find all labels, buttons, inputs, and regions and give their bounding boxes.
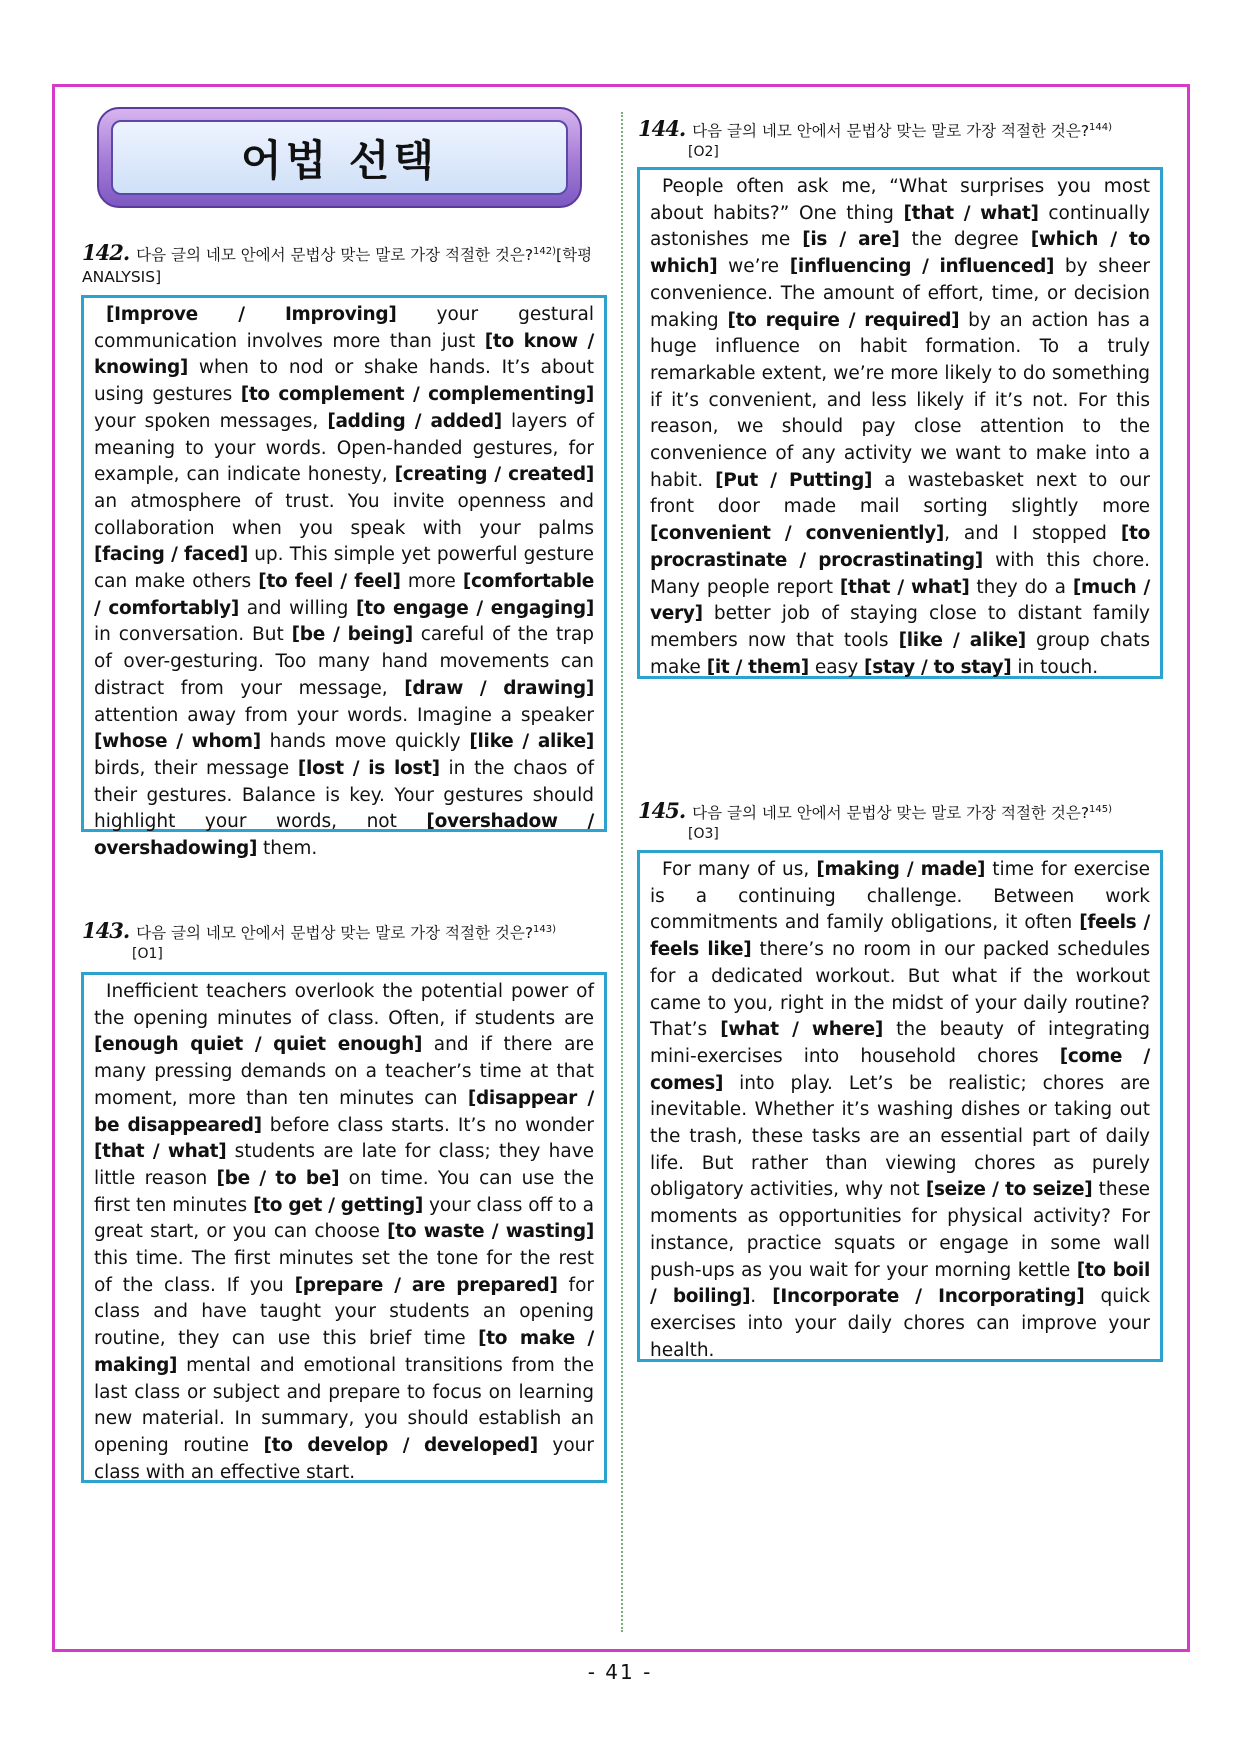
grammar-choice: [to complement / complementing] [240,384,595,406]
grammar-choice: [convenient / conveniently] [650,523,945,545]
passage-segment: these moments as opportunities for physical activity? For instance, practice squats or engage in some wall push-ups as you wait for your morning kettle [650,1179,1151,1281]
question-number: 145. [638,798,686,823]
question-source: [O3] [688,826,719,842]
passage-segment: Inefficient teachers overlook the potential power of the opening minutes of class. Often, if students are [94,981,594,1029]
passage-text [94,302,594,863]
grammar-choice: [to require / required] [727,309,960,331]
grammar-choice: [adding / added] [327,410,502,432]
question-number: 143. [82,918,130,943]
grammar-choice: [is / are] [802,229,900,251]
passage-text [650,857,1150,1364]
passage-segment: there’s no room in our packed schedules for a dedicated workout. But what if the workout came to you, right in the midst of your daily routine? That’s [650,939,1150,1041]
passage-segment: more [400,571,463,593]
footnote-marker: 145) [1089,803,1113,815]
grammar-choice: [facing / faced] [94,544,248,566]
passage-segment: your gestural communication involves more than just [94,304,594,352]
passage-segment: careful of the trap of over-gesturing. Too many hand movements can distract from your message, [94,624,594,699]
passage-segment: for class and have taught your students an opening routine, they can use this brief time [94,1274,594,1350]
page-number: - 41 - [587,1660,653,1684]
passage-text [650,174,1150,681]
passage-segment: your class off to a great start, or you can choose [94,1194,594,1243]
question-prompt: 다음 글의 네모 안에서 문법상 맞는 말로 가장 적절한 것은? [136,246,534,264]
passage-segment: they do a [969,576,1073,598]
passage-segment: into play. Let’s be realistic; chores are inevitable. Whether it’s washing dishes or taking out the trash, these tasks are an essential part of daily life. But rather than viewing chores as purely obligatory activities, why not [650,1072,1150,1201]
passage-segment: For many of us, [662,859,817,880]
grammar-choice: [Improve / Improving] [106,304,397,325]
passage-segment: a wastebasket next to our front door made mail sorting slightly more [650,469,1150,518]
passage-segment: in the chaos of their gestures. Balance is key. Your gestures should highlight your words, not [94,757,594,833]
footnote-marker: 143) [533,923,557,935]
grammar-choice: [to waste / wasting] [387,1221,594,1243]
passage-segment: them. [257,838,318,860]
grammar-choice: [to procrastinate / procrastinating] [650,523,1150,571]
grammar-choice: [that / what] [94,1141,227,1163]
column-divider [621,112,623,1632]
question-prompt: 다음 글의 네모 안에서 문법상 맞는 말로 가장 적절한 것은? [136,924,534,942]
passage-segment: quick exercises into your daily chores can improve your health. [650,1286,1151,1361]
passage-segment: the beauty of integrating mini-exercises into household chores [650,1019,1151,1067]
grammar-choice: [which / to which] [650,229,1151,278]
grammar-choice: [to develop / developed] [263,1434,538,1456]
question-142-passage [81,295,607,860]
passage-segment: group chats make [650,629,1151,678]
question-source: [학평 ANALYSIS] [82,246,593,286]
passage-segment: we’re [717,256,790,278]
grammar-choice: [overshadow / overshadowing] [94,811,594,860]
grammar-choice: [seize / to seize] [925,1179,1093,1201]
grammar-choice: [feels / feels like] [650,912,1151,961]
grammar-choice: [Incorporate / Incorporating] [772,1286,1085,1308]
grammar-choice: [come / comes] [650,1045,1150,1094]
grammar-choice: [what / where] [720,1019,884,1041]
footnote-marker: 144) [1089,121,1113,133]
passage-segment: , and I stopped [944,523,1121,545]
question-number: 144. [638,116,686,141]
grammar-choice: [draw / drawing] [404,677,594,699]
grammar-choice: [disappear / be disappeared] [94,1087,594,1136]
passage-segment: and willing [239,597,357,619]
question-number: 142. [82,240,130,265]
grammar-choice: [prepare / are prepared] [294,1274,558,1296]
question-source: [O2] [688,144,719,160]
passage-segment: time for exercise is a continuing challenge. Between work commitments and family obligations, it often [650,859,1150,934]
grammar-choice: [that / what] [903,202,1039,224]
passage-text [94,979,594,1486]
passage-segment: in touch. [1011,656,1099,678]
passage-segment: mental and emotional transitions from the last class or subject and prepare to focus on learning new material. In summary, you should establish an opening routine [94,1354,594,1456]
passage-segment: before class starts. It’s no wonder [261,1114,594,1136]
grammar-choice: [comfortable / comfortably] [94,571,595,619]
section-title-inner [111,120,568,195]
grammar-choice: [be / to be] [216,1167,340,1189]
grammar-choice: [to get / getting] [253,1194,424,1216]
grammar-choice: [making / made] [816,859,986,880]
grammar-choice: [lost / is lost] [297,757,440,779]
grammar-choice: [to boil / boiling] [650,1259,1150,1308]
question-144-passage [637,167,1163,679]
section-title-badge [97,107,582,208]
passage-segment: People often ask me, “What surprises you most about habits?” One thing [650,176,1150,224]
grammar-choice: [stay / to stay] [864,656,1012,678]
question-143-header [82,920,612,964]
grammar-choice: [much / very] [650,576,1150,625]
passage-segment: attention away from your words. Imagine a speaker [94,704,594,726]
question-145-passage [637,850,1163,1362]
grammar-choice: [to engage / engaging] [356,597,594,619]
passage-segment: continually astonishes me [650,202,1150,251]
grammar-choice: [Put / Putting] [715,469,873,491]
passage-segment: students are late for class; they have little reason [94,1141,594,1189]
question-145-header [638,800,1178,844]
question-prompt: 다음 글의 네모 안에서 문법상 맞는 말로 가장 적절한 것은? [692,122,1090,140]
question-source: [O1] [132,946,163,962]
question-143-passage [81,972,607,1483]
grammar-choice: [to know / knowing] [94,330,594,379]
passage-segment: the degree [899,229,1031,251]
grammar-choice: [it / them] [706,656,809,678]
passage-segment: an atmosphere of trust. You invite openness and collaboration when you speak with your palms [94,490,594,539]
passage-segment: when to nod or shake hands. It’s about using gestures [94,357,594,406]
footnote-marker: 142) [533,245,557,257]
question-142-header [82,242,612,288]
passage-segment: in conversation. But [94,624,292,646]
passage-segment: and if there are many pressing demands on a teacher’s time at that moment, more than ten minutes can [94,1034,595,1109]
grammar-choice: [enough quiet / quiet enough] [94,1034,423,1056]
passage-segment: on time. You can use the first ten minutes [94,1167,595,1216]
passage-segment: birds, their message [94,757,298,779]
passage-segment: . [750,1286,773,1308]
passage-segment: by sheer convenience. The amount of effort, time, or decision making [650,256,1150,331]
grammar-choice: [creating / created] [394,464,594,486]
grammar-choice: [be / being] [291,624,413,646]
passage-segment: with this chore. Many people report [650,549,1151,598]
grammar-choice: [to make / making] [94,1328,594,1376]
grammar-choice: [like / alike] [469,731,594,753]
passage-segment: by an action has a huge influence on habit formation. To a truly remarkable extent, we’re more likely to do something if it’s convenient, and less likely if it’s not. For this reason, we should pay close attention to the convenience of any activity we want to make into a habit. [650,309,1151,491]
passage-segment: better job of staying close to distant family members now that tools [650,603,1150,651]
passage-segment: easy [808,656,865,678]
grammar-choice: [like / alike] [898,629,1026,651]
passage-segment: this time. The first minutes set the tone for the rest of the class. If you [94,1248,594,1296]
passage-segment: hands move quickly [260,731,470,753]
passage-segment: layers of meaning to your words. Open-handed gestures, for example, can indicate honesty, [94,410,594,486]
passage-segment: up. This simple yet powerful gesture can make others [94,544,595,593]
passage-segment: your class with an effective start. [94,1434,595,1483]
grammar-choice: [whose / whom] [94,731,261,753]
passage-segment: your spoken messages, [94,410,328,432]
grammar-choice: [that / what] [839,576,970,598]
grammar-choice: [influencing / influenced] [789,256,1055,278]
section-title: 어법 선택 [241,135,438,185]
grammar-choice: [to feel / feel] [258,571,401,593]
question-144-header [638,118,1178,162]
question-prompt: 다음 글의 네모 안에서 문법상 맞는 말로 가장 적절한 것은? [692,804,1090,822]
